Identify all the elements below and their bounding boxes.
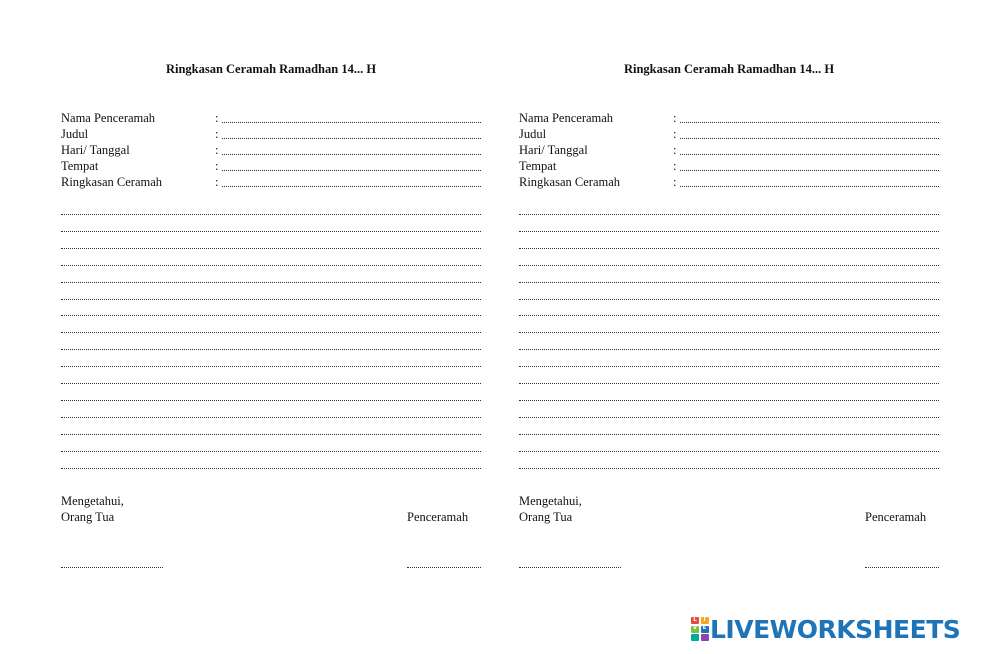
brand-name: LIVEWORKSHEETS [710, 614, 961, 644]
logo-block: E [701, 626, 709, 633]
field-colon: : [215, 127, 219, 141]
worksheet-title: Ringkasan Ceramah Ramadhan 14... H [165, 62, 377, 76]
summary-line[interactable] [61, 299, 481, 300]
field-input-line[interactable] [680, 122, 939, 123]
summary-line[interactable] [61, 265, 481, 266]
summary-line[interactable] [61, 332, 481, 333]
logo-block: I [701, 617, 709, 624]
field-colon: : [673, 127, 677, 141]
summary-line[interactable] [519, 468, 939, 469]
worksheet-panel-left [61, 0, 481, 600]
speaker-label: Penceramah [865, 510, 927, 524]
logo-block: V [692, 625, 698, 632]
speaker-label: Penceramah [407, 510, 469, 524]
field-label: Hari/ Tanggal [61, 143, 130, 157]
field-input-line[interactable] [680, 170, 939, 171]
field-colon: : [673, 175, 677, 189]
field-hari-tanggal [519, 142, 939, 158]
parent-signature-line[interactable] [519, 567, 621, 568]
field-label: Tempat [519, 159, 557, 173]
summary-line[interactable] [61, 400, 481, 401]
acknowledge-label: Mengetahui, [61, 494, 124, 508]
field-judul [61, 126, 481, 142]
logo-blocks-icon [691, 617, 708, 641]
field-label: Tempat [61, 159, 99, 173]
parent-label: Orang Tua [519, 510, 573, 524]
field-label: Judul [519, 127, 547, 141]
field-input-line[interactable] [680, 138, 939, 139]
acknowledge-label: Mengetahui, [519, 494, 582, 508]
worksheet-title: Ringkasan Ceramah Ramadhan 14... H [623, 62, 835, 76]
field-input-line[interactable] [680, 154, 939, 155]
summary-line[interactable] [61, 282, 481, 283]
field-label: Nama Penceramah [519, 111, 614, 125]
speaker-signature-line[interactable] [865, 567, 939, 568]
summary-line[interactable] [61, 468, 481, 469]
summary-line[interactable] [61, 248, 481, 249]
field-input-line[interactable] [222, 138, 481, 139]
field-label: Judul [61, 127, 89, 141]
field-label: Ringkasan Ceramah [61, 175, 163, 189]
summary-line[interactable] [61, 451, 481, 452]
parent-signature-line[interactable] [61, 567, 163, 568]
summary-line[interactable] [519, 265, 939, 266]
field-colon: : [673, 159, 677, 173]
summary-line[interactable] [519, 214, 939, 215]
field-tempat [61, 158, 481, 174]
parent-label: Orang Tua [61, 510, 115, 524]
summary-line[interactable] [519, 315, 939, 316]
logo-block [701, 634, 709, 641]
summary-line[interactable] [519, 434, 939, 435]
field-judul [519, 126, 939, 142]
field-label: Hari/ Tanggal [519, 143, 588, 157]
summary-line[interactable] [519, 299, 939, 300]
field-input-line[interactable] [222, 170, 481, 171]
field-hari-tanggal [61, 142, 481, 158]
summary-line[interactable] [519, 383, 939, 384]
field-nama-penceramah [519, 110, 939, 126]
field-ringkasan-ceramah [519, 174, 939, 190]
field-colon: : [215, 159, 219, 173]
summary-line[interactable] [61, 434, 481, 435]
field-input-line[interactable] [680, 186, 939, 187]
field-input-line[interactable] [222, 122, 481, 123]
field-colon: : [673, 111, 677, 125]
summary-line[interactable] [61, 349, 481, 350]
summary-line[interactable] [519, 417, 939, 418]
summary-line[interactable] [61, 383, 481, 384]
logo-block: L [691, 617, 699, 624]
field-label: Nama Penceramah [61, 111, 156, 125]
summary-line[interactable] [519, 332, 939, 333]
field-tempat [519, 158, 939, 174]
worksheet-panel-right [519, 0, 939, 600]
summary-line[interactable] [519, 248, 939, 249]
liveworksheets-logo [691, 616, 960, 642]
field-colon: : [215, 143, 219, 157]
summary-line[interactable] [519, 366, 939, 367]
field-nama-penceramah [61, 110, 481, 126]
summary-line[interactable] [61, 231, 481, 232]
field-input-line[interactable] [222, 186, 481, 187]
speaker-signature-line[interactable] [407, 567, 481, 568]
summary-line[interactable] [61, 214, 481, 215]
summary-line[interactable] [519, 400, 939, 401]
field-colon: : [215, 175, 219, 189]
field-label: Ringkasan Ceramah [519, 175, 621, 189]
summary-line[interactable] [519, 282, 939, 283]
logo-block [691, 634, 699, 641]
summary-line[interactable] [61, 417, 481, 418]
field-ringkasan-ceramah [61, 174, 481, 190]
summary-line[interactable] [519, 349, 939, 350]
field-colon: : [215, 111, 219, 125]
summary-line[interactable] [61, 366, 481, 367]
summary-line[interactable] [61, 315, 481, 316]
field-colon: : [673, 143, 677, 157]
summary-line[interactable] [519, 451, 939, 452]
summary-line[interactable] [519, 231, 939, 232]
field-input-line[interactable] [222, 154, 481, 155]
